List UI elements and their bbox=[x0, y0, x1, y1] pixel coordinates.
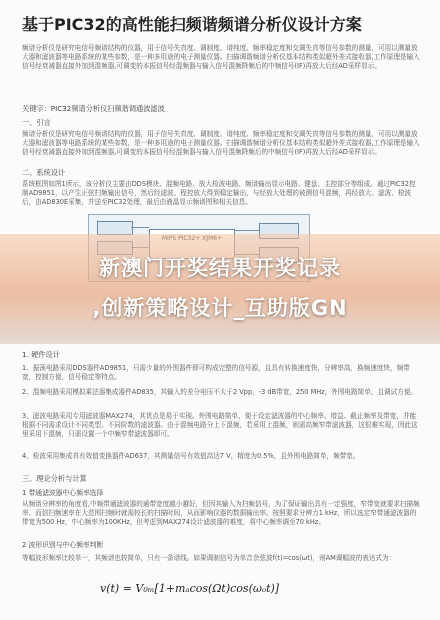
section-3-heading: 三、理论分析与计算 bbox=[22, 474, 87, 483]
subsection-1-text: 从频谱分辨率的角度看,中频带通滤波器的通带宽度越小越好，但因其输入为扫频信号，为了保证输出具有一定强度，窄带宽就要求扫描频率、而信扫频速率在大范围扫频时就需较长的扫描时间，从而影响仪器的数据输出率。按照要求分辨力1 kHz，所以选定窄带通滤波器的带宽为500 Hz，中心频率为100KHz，但考虑到MAX274设计滤波器的难度，将中心频率调至70 kHz。 bbox=[22, 500, 420, 527]
hardware-item-4: 4、检波采用集成真有效值变换器件AD637，其测量信号有效值高达7 V，精度为0.5%，且外围电路简单，频带宽。 bbox=[22, 452, 360, 460]
section-2-text: 系统框图如图1所示，该分析仪主要由DDS模块、混频电路、放大检波电路、频谱输出显示电路、键盘、主控部分等组成。通过PIC32控制AD9851，以产生正弦扫频输出信号，然后经滤波、程控放大得到稳定输出，与经放大处理的被测信号混频，再经放大、滤波、检波后，由AD830E采集，并送至PIC32处理，最后由液晶显示频谱图和相关信息。 bbox=[22, 180, 416, 207]
diagram-connector bbox=[235, 230, 259, 231]
document-title: 基于PIC32的高性能扫频谐频谱分析仪设计方案 bbox=[22, 15, 362, 34]
section-1-text: 频谱分析仪是研究电信号频谱结构的仪器，用于信号失真度、调制度、谱纯度、频率稳定度和交调失真等信号参数的测量，可用以测量放大器和滤波器等电路系统的某些参数，是一种多用途的电子测量仪器。扫描调谐频谱分析仪基本结构类似超外差式接收器,工作原理是输入信号经衰减器直接外加到混频器,可调变的本振信号经混频器与输入信号混频降频后的中频信号(IF)再放大后经AD采样显示。 bbox=[22, 130, 420, 157]
hardware-heading: 1. 硬件设计 bbox=[22, 350, 60, 359]
hardware-item-2: 2、混频电路采用模拟乘法器集成器件AD835，其输入的差分电压不大于2 Vpp，-3 dB带宽，250 MHz，外围电路简单，且调试方便。 bbox=[22, 388, 418, 396]
keywords-line: 关键字：PIC32频谱分析仪扫频谐调通波滤波 bbox=[22, 104, 165, 113]
diagram-connector bbox=[131, 227, 149, 228]
subsection-2-heading: 2 波形识别与中心频率判断 bbox=[22, 541, 104, 549]
abstract-paragraph: 频谱分析仪是研究电信号频谱结构的仪器，用于信号失真度、调制度、谱纯度、频率稳定度和交调失真等信号参数的测量，可用以测量放大器和滤波器等电路系统的某些参数，是一种多用途的电子测量仪器。扫描调谐频谱分析仪基本结构类似超外差式接收器,工作原理是输入信号经衰减器直接外加到混频器,可调变的本振信号经混频器与输入信号混频降频后的中频信号(IF)再放大后经AD采样显示。 bbox=[22, 44, 420, 71]
diagram-block bbox=[97, 221, 133, 235]
am-formula: v(t) = V₀ₘ[1+mₐcos(Ωt)cos(ωₒt)] bbox=[100, 582, 280, 595]
hardware-item-3: 3、滤波电路采用专用滤波器MAX274，其优点是易于实现。外围电路简单，便于设定滤波器的中心频率、增益、截止频率及带宽，并能根据不同需求设计不同类型。不同阶数的滤波器。由于混频电路分上下混频，若采用上混频，则需高频窄带滤波器，这很难实现，因此这里采用下混频，只需设置一个中频窄带滤波器即可。 bbox=[22, 412, 418, 439]
subsection-2-text: 等幅波形频率比较单一，其频谱也较简单，只有一条谱线。如果调制信号为单音余弦波f(t)=cos(ωt)，则AM调幅波的表达式为： bbox=[22, 554, 396, 562]
overlay-banner bbox=[0, 234, 440, 344]
hardware-item-1: 1、振荡电路采用DDS器件AD9851，只需少量的外围器件即可构成完整的信号源，且具有转换速度快，分辨率高，换频速度快，频带宽，控制方便，信号稳定等特点。 bbox=[22, 364, 410, 382]
banner-line-1: 新澳门开奖结果开奖记录 bbox=[99, 256, 341, 280]
subsection-1-heading: 1 带通滤波器中心频率选择 bbox=[22, 489, 104, 497]
section-2-heading: 二、系统设计 bbox=[22, 168, 66, 177]
banner-line-2: ,创新策略设计_互助版GN bbox=[92, 296, 348, 320]
section-1-heading: 一、引言 bbox=[22, 118, 51, 127]
